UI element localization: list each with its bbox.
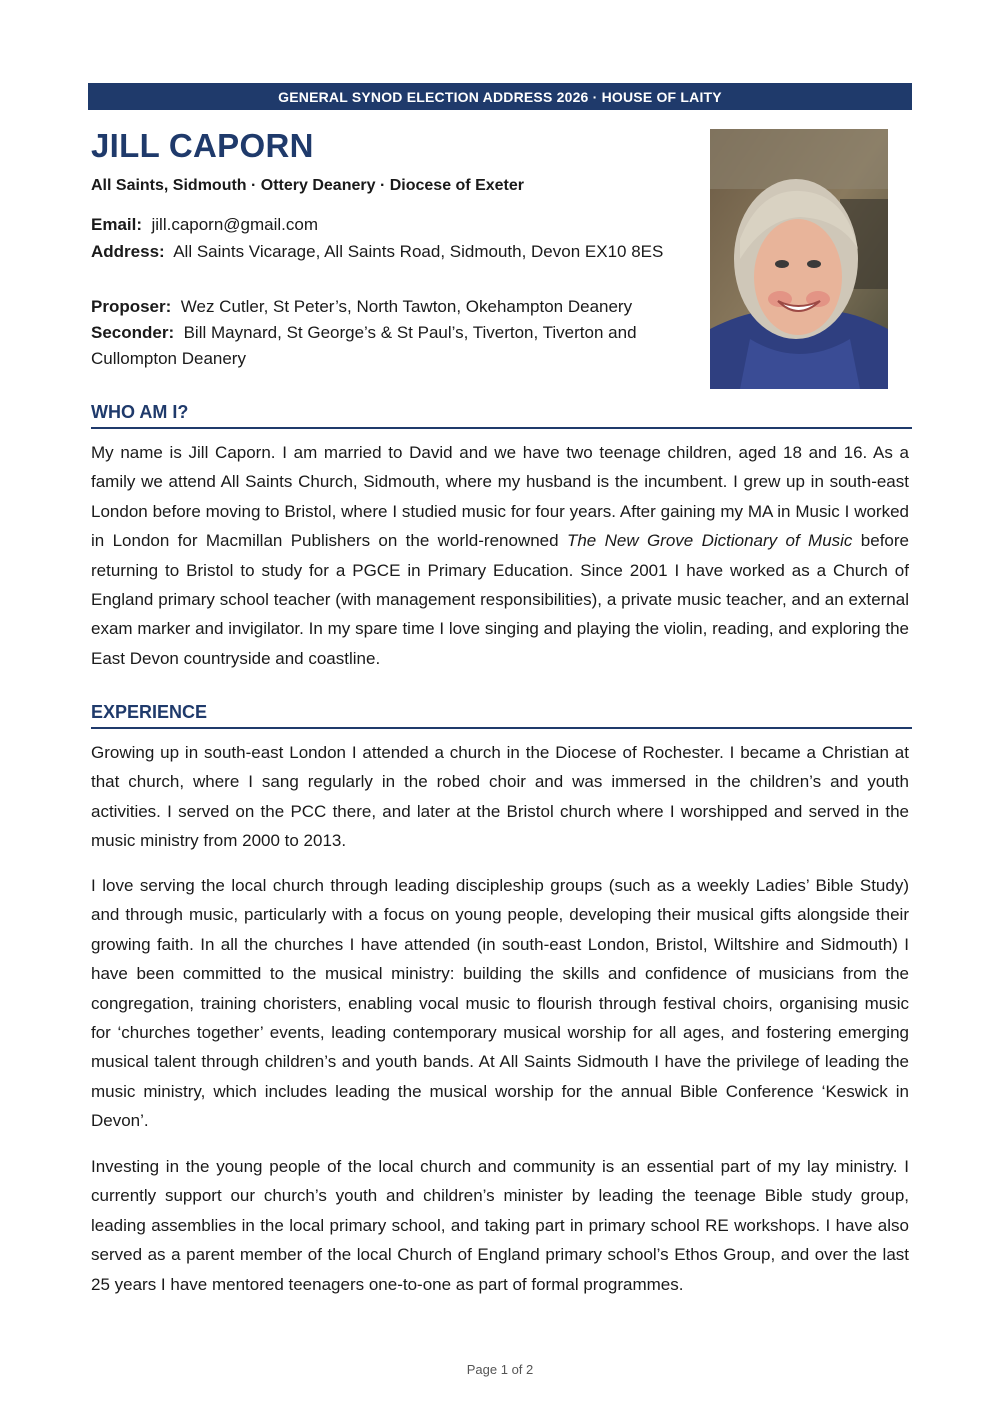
candidate-parish-line: All Saints, Sidmouth · Ottery Deanery · Diocese of Exeter — [91, 177, 524, 194]
who-am-i-paragraph — [91, 438, 909, 673]
experience-heading: EXPERIENCE — [91, 702, 912, 729]
email-line — [91, 211, 691, 238]
proposer-label: Proposer: — [91, 297, 172, 316]
experience-paragraph-1: Growing up in south-east London I attended a church in the Diocese of Rochester. I became a Christian at that church, where I sang regularly in the robed choir and was immersed in the children’s and youth activities. I served on the PCC there, and later at the Bristol church where I worshipped and served in the music ministry from 2000 to 2013. — [91, 743, 909, 851]
who-text-2: before returning to Bristol to study for a PGCE in Primary Education. Since 2001 I have worked as a Church of England primary school teacher (with management responsibilities), a private music teacher, and an external exam marker and invigilator. In my spare time I love singing and playing the violin, reading, and exploring the East Devon countryside and coastline. — [91, 531, 909, 668]
header-banner: GENERAL SYNOD ELECTION ADDRESS 2026 · HOUSE OF LAITY — [88, 83, 912, 110]
email-value: jill.caporn@gmail.com — [151, 215, 319, 234]
nominators-block — [91, 294, 691, 372]
who-text-italic: The New Grove Dictionary of Music — [566, 531, 853, 551]
seconder-value: Bill Maynard, St George’s & St Paul’s, Tiverton, Tiverton and Cullompton Deanery — [91, 323, 637, 368]
seconder-line — [91, 320, 691, 372]
address-line — [91, 238, 691, 265]
who-am-i-heading: WHO AM I? — [91, 402, 912, 429]
candidate-photo — [710, 129, 888, 389]
email-label: Email: — [91, 215, 143, 234]
proposer-value: Wez Cutler, St Peter’s, North Tawton, Okehampton Deanery — [180, 297, 633, 316]
address-value: All Saints Vicarage, All Saints Road, Sidmouth, Devon EX10 8ES — [173, 242, 664, 261]
who-text-1: My name is Jill Caporn. I am married to David and we have two teenage children, aged 18 and 16. As a family we attend All Saints Church, Sidmouth, where my husband is the incumbent. I grew up in south-east London before moving to Bristol, where I studied music for four years. After gaining my MA in Music I worked in London for Macmillan Publishers on the world-renowned — [91, 443, 909, 551]
experience-paragraph-3: Investing in the young people of the local church and community is an essential part of my lay ministry. I currently support our church’s youth and children’s minister by leading the teenage Bible study group, leading assemblies in the local primary school, and taking part in primary school RE workshops. I have also served as a parent member of the local Church of England primary school’s Ethos Group, and over the last 25 years I have mentored teenagers one-to-one as part of formal programmes. — [91, 1157, 909, 1294]
experience-paragraph-2: I love serving the local church through leading discipleship groups (such as a weekly Ladies’ Bible Study) and through music, particularly with a focus on young people, developing their musical gifts alongside their growing faith. In all the churches I have attended (in south-east London, Bristol, Wiltshire and Sidmouth) I have been committed to the musical ministry: building the skills and confidence of musicians from the congregation, training choristers, enabling vocal music to flourish through festival choirs, organising music for ‘churches together’ events, leading contemporary musical worship for all ages, and fostering emerging musical talent through children’s and youth bands. At All Saints Sidmouth I have the privilege of leading the music ministry, which includes leading the musical worship for the annual Bible Conference ‘Keswick in Devon’. — [91, 876, 909, 1131]
seconder-label: Seconder: — [91, 323, 175, 342]
proposer-line — [91, 294, 691, 320]
address-label: Address: — [91, 242, 165, 261]
page-number: Page 1 of 2 — [466, 1362, 534, 1377]
contact-block — [91, 211, 691, 265]
candidate-name: JILL CAPORN — [91, 127, 314, 164]
